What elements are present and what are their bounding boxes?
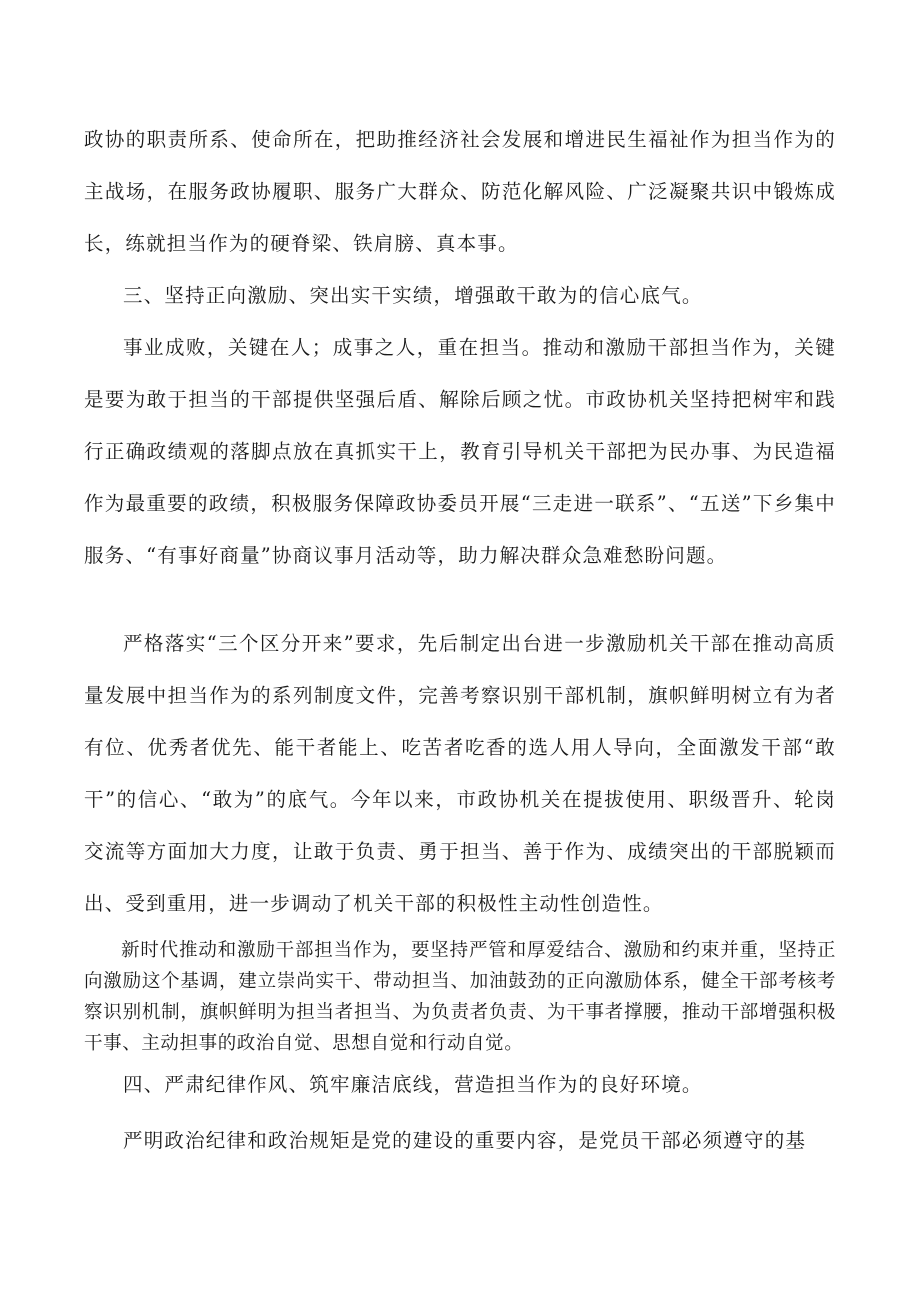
body-paragraph-dense: 新时代推动和激励干部担当作为，要坚持严管和厚爱结合、激励和约束并重，坚持正向激励这个基调，建立崇尚实干、带动担当、加油鼓劲的正向激励体系，健全干部考核考察识别机制，旗帜鲜明为担当者担当、为负责者负责、为干事者撑腰，推动干部增强积极干事、主动担事的政治自觉、思想自觉和行动自觉。 <box>84 940 836 1054</box>
section-heading-four: 四、严肃纪律作风、筑牢廉洁底线，营造担当作为的良好环境。 <box>123 1073 703 1096</box>
body-paragraph-continuation: 政协的职责所系、使命所在，把助推经济社会发展和增进民生福祉作为担当作为的主战场，在服务政协履职、服务广大群众、防范化解风险、广泛凝聚共识中锻炼成长，练就担当作为的硬脊梁、铁肩膀、真本事。 <box>84 128 836 255</box>
section-heading-three: 三、坚持正向激励、突出实干实绩，增强敢干敢为的信心底气。 <box>123 284 703 307</box>
body-paragraph-truncated: 严明政治纪律和政治规矩是党的建设的重要内容，是党员干部必须遵守的基 <box>123 1129 807 1152</box>
body-paragraph: 事业成败，关键在人；成事之人，重在担当。推动和激励干部担当作为，关键是要为敢于担当的干部提供坚强后盾、解除后顾之忧。市政协机关坚持把树牢和践行正确政绩观的落脚点放在真抓实干上，教育引导机关干部把为民办事、为民造福作为最重要的政绩，积极服务保障政协委员开展“三走进一联系”、“五送”下乡集中服务、“有事好商量”协商议事月活动等，助力解决群众急难愁盼问题。 <box>84 336 836 567</box>
body-paragraph: 严格落实“三个区分开来”要求，先后制定出台进一步激励机关干部在推动高质量发展中担当作为的系列制度文件，完善考察识别干部机制，旗帜鲜明树立有为者有位、优秀者优先、能干者能上、吃苦者吃香的选人用人导向，全面激发干部“敢干”的信心、“敢为”的底气。今年以来，市政协机关在提拔使用、职级晋升、轮岗交流等方面加大力度，让敢于负责、勇于担当、善于作为、成绩突出的干部脱颖而出、受到重用，进一步调动了机关干部的积极性主动性创造性。 <box>84 632 836 915</box>
